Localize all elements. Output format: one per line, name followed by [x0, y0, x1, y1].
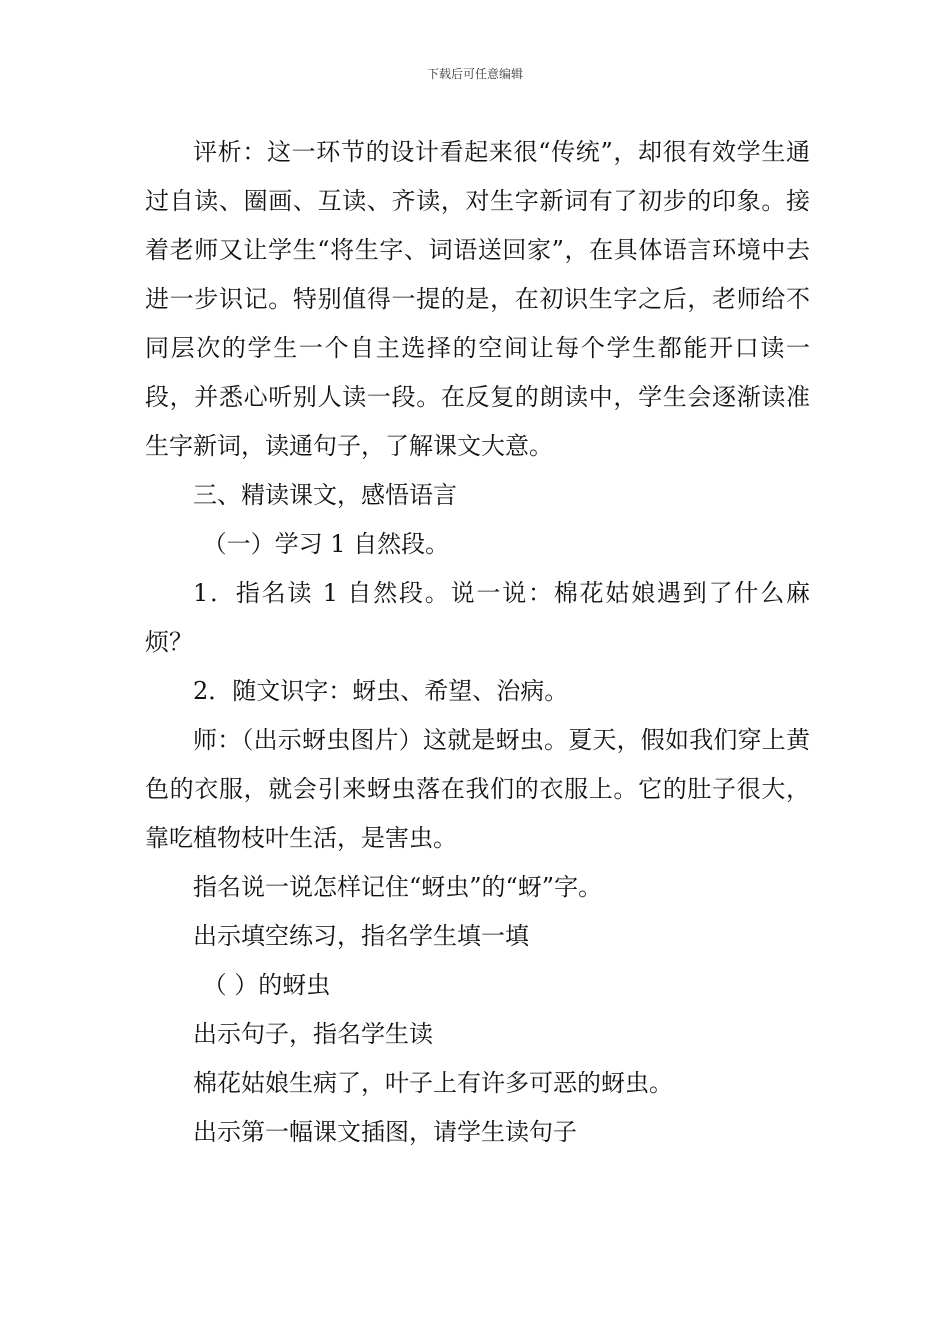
paragraph-step-2: 2．随文识字：蚜虫、希望、治病。 — [193, 677, 569, 705]
paragraph-teacher-intro: 师：（出示蚜虫图片）这就是蚜虫。夏天，假如我们穿上黄色的衣服，就会引来蚜虫落在我们的衣服上。它的肚子很大，靠吃植物枝叶生活，是害虫。 — [145, 726, 810, 852]
paragraph-section-heading: 三、精读课文，感悟语言 — [193, 481, 457, 509]
paragraph-show-sentence: 出示句子，指名学生读 — [193, 1020, 433, 1048]
paragraph-fill-blank-item: （ ）的蚜虫 — [202, 971, 331, 999]
paragraph-show-illustration: 出示第一幅课文插图，请学生读句子 — [193, 1118, 577, 1146]
paragraph-subsection-heading: （一）学习 1 自然段。 — [202, 530, 450, 558]
paragraph-step-1: 1．指名读 1 自然段。说一说：棉花姑娘遇到了什么麻烦？ — [145, 579, 810, 656]
paragraph-remember-character: 指名说一说怎样记住“蚜虫”的“蚜”字。 — [193, 873, 603, 901]
paragraph-commentary: 评析：这一环节的设计看起来很“传统”，却很有效学生通过自读、圈画、互读、齐读，对生字新词有了初步的印象。接着老师又让学生“将生字、词语送回家”，在具体语言环境中去进一步识记。特别值得一提的是，在初识生字之后，老师给不同层次的学生一个自主选择的空间让每个学生都能开口读一段，并悉心听别人读一段。在反复的朗读中，学生会逐渐读准生字新词，读通句子，了解课文大意。 — [145, 138, 810, 460]
paragraph-sentence: 棉花姑娘生病了，叶子上有许多可恶的蚜虫。 — [193, 1069, 673, 1097]
page-header: 下载后可任意编辑 — [426, 67, 523, 81]
paragraph-fill-blank-exercise: 出示填空练习，指名学生填一填 — [193, 922, 529, 950]
document-body — [145, 128, 810, 1157]
